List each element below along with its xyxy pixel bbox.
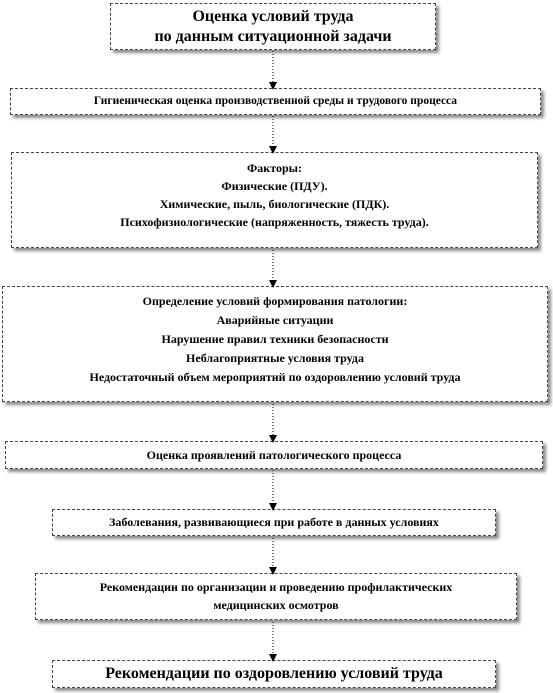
title-line-1: Оценка условий труда <box>192 8 354 25</box>
factor-physical: Физические (ПДУ). <box>221 179 328 193</box>
title-line-2: по данным ситуационной задачи <box>154 28 392 45</box>
condition-unfavorable: Неблагоприятные условия труда <box>186 351 364 365</box>
factor-chemical: Химические, пыль, биологические (ПДК). <box>159 197 390 211</box>
final-recommendations-label: Рекомендации по оздоровлению условий труда <box>105 665 443 682</box>
hygiene-assessment-label: Гигиеническая оценка производственной среды и трудового процесса <box>93 95 458 107</box>
manifestations-label: Оценка проявлений патологического процесса <box>146 448 402 462</box>
condition-insufficient-measures: Недостаточный объем мероприятий по оздоровлению условий труда <box>89 370 461 384</box>
factors-heading: Факторы: <box>247 161 302 175</box>
factor-psychophysiological: Психофизиологические (напряженность, тяжесть труда). <box>120 215 429 229</box>
condition-emergencies: Аварийные ситуации <box>216 313 334 327</box>
diseases-label: Заболевания, развивающиеся при работе в данных условиях <box>109 515 439 529</box>
condition-safety-violations: Нарушение правил техники безопасности <box>161 332 389 346</box>
examinations-line-1: Рекомендации по организации и проведению профилактических <box>99 580 453 594</box>
examinations-line-2: медицинских осмотров <box>213 598 339 612</box>
conditions-heading: Определение условий формирования патологии: <box>142 294 408 308</box>
